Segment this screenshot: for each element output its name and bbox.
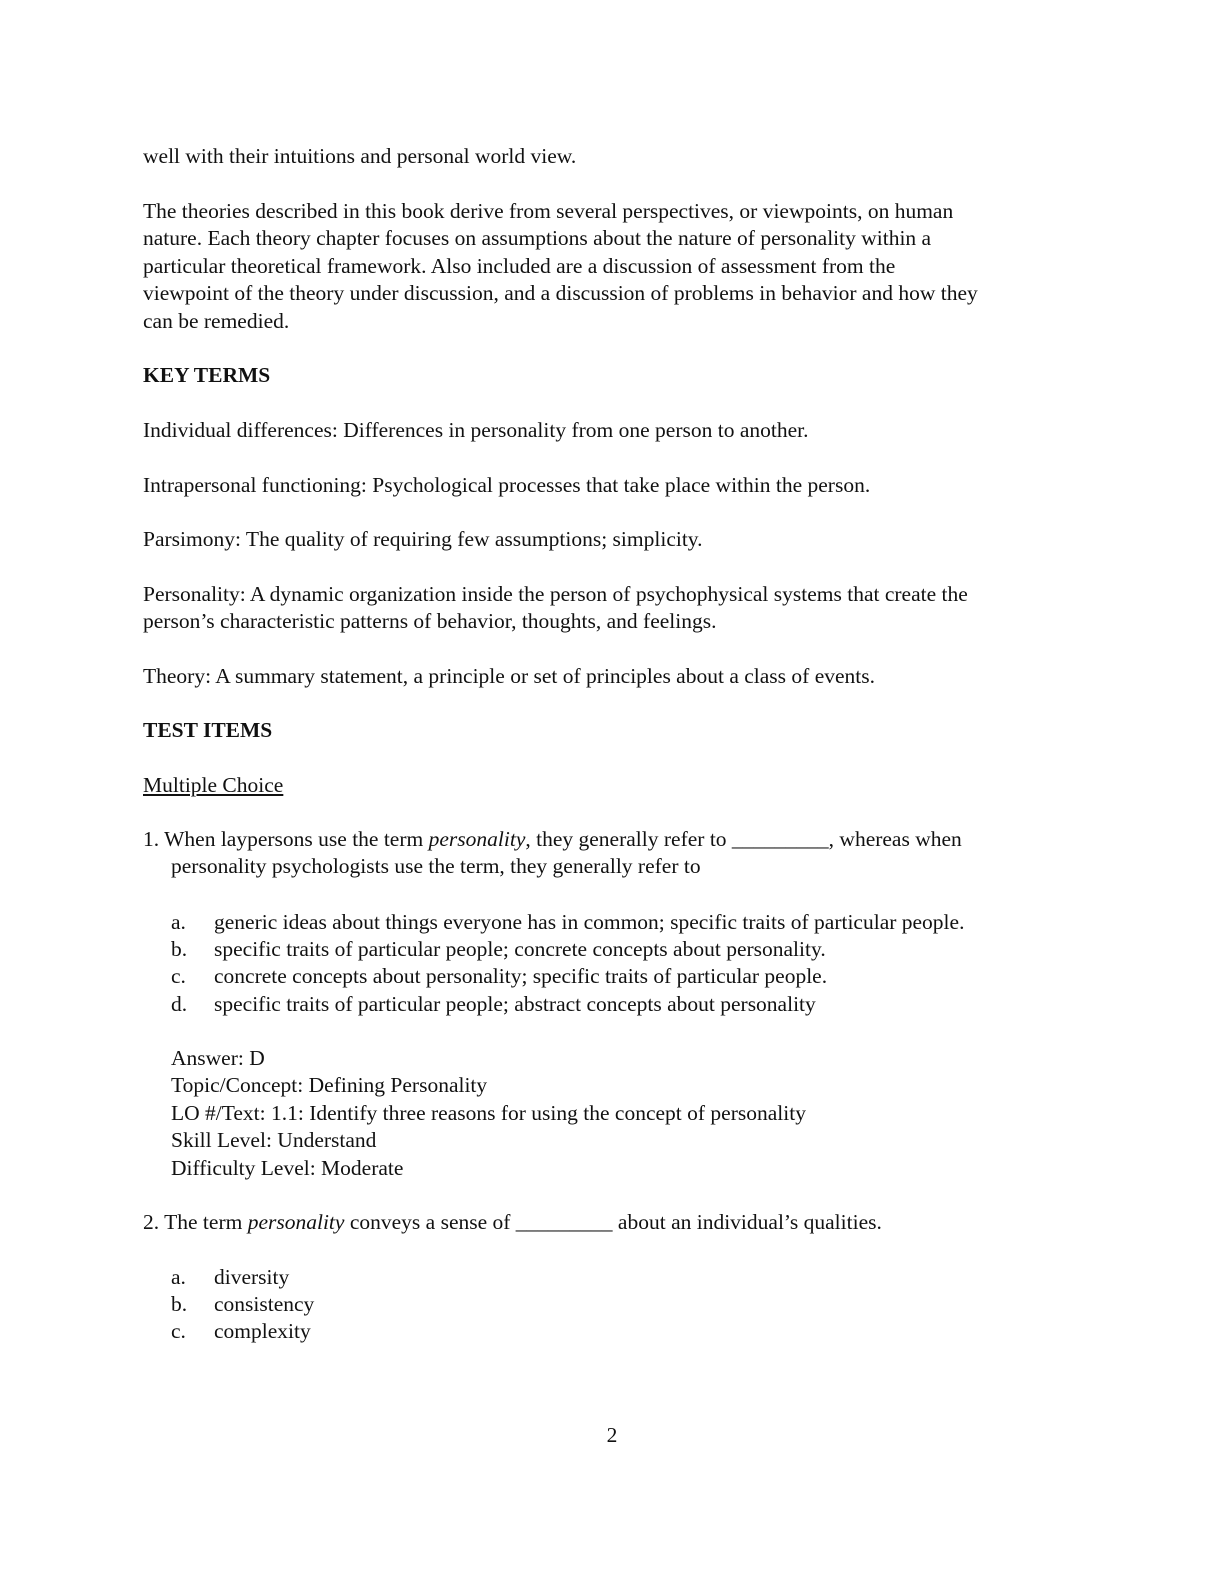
question-1-metadata	[171, 1045, 806, 1182]
option-letter: c.	[171, 964, 186, 988]
question-italic-term: personality	[247, 1210, 345, 1234]
question-1-option-c	[171, 963, 1071, 990]
question-2-option-c	[171, 1318, 1071, 1345]
question-text-line2: personality psychologists use the term, they generally refer to	[171, 854, 701, 879]
option-text: concrete concepts about personality; specific traits of particular people.	[214, 964, 828, 988]
difficulty-level-line: Difficulty Level: Moderate	[171, 1155, 404, 1180]
page-number: 2	[606, 1423, 618, 1447]
option-letter: b.	[171, 937, 188, 961]
option-letter: b.	[171, 1292, 188, 1316]
question-2	[143, 1209, 1083, 1236]
option-letter: a.	[171, 910, 186, 934]
text-line: can be remedied.	[143, 308, 290, 333]
question-italic-term: personality	[428, 827, 526, 851]
option-text: complexity	[214, 1319, 311, 1343]
text-line: nature. Each theory chapter focuses on assumptions about the nature of personality within a	[143, 226, 932, 251]
option-letter: c.	[171, 1319, 186, 1343]
option-text: generic ideas about things everyone has in common; specific traits of particular people.	[214, 910, 965, 934]
question-text: , they generally refer to _________, whereas when	[525, 827, 962, 851]
question-2-option-b	[171, 1291, 1071, 1318]
topic-line: Topic/Concept: Defining Personality	[171, 1073, 488, 1098]
text-line: Personality: A dynamic organization inside the person of psychophysical systems that create the	[143, 582, 968, 606]
question-text: When laypersons use the term	[164, 827, 429, 851]
option-letter: a.	[171, 1265, 186, 1289]
key-term-personality	[143, 581, 1083, 636]
question-text: conveys a sense of _________ about an individual’s qualities.	[344, 1210, 882, 1234]
text-line: particular theoretical framework. Also included are a discussion of assessment from the	[143, 253, 896, 278]
option-text: diversity	[214, 1265, 290, 1289]
key-term-intrapersonal-functioning: Intrapersonal functioning: Psychological processes that take place within the person.	[143, 473, 871, 497]
text-line: person’s characteristic patterns of behavior, thoughts, and feelings.	[143, 609, 717, 634]
key-term-parsimony: Parsimony: The quality of requiring few assumptions; simplicity.	[143, 527, 703, 551]
question-2-option-a	[171, 1264, 1071, 1291]
option-text: consistency	[214, 1292, 315, 1316]
text-line: viewpoint of the theory under discussion, and a discussion of problems in behavior and how they	[143, 281, 978, 306]
multiple-choice-subheading: Multiple Choice	[143, 773, 284, 797]
skill-level-line: Skill Level: Understand	[171, 1128, 377, 1153]
intro-line: well with their intuitions and personal world view.	[143, 144, 577, 168]
learning-objective-line: LO #/Text: 1.1: Identify three reasons for using the concept of personality	[171, 1100, 806, 1125]
question-text: The term	[164, 1210, 248, 1234]
question-number: 2.	[143, 1210, 160, 1234]
question-number: 1.	[143, 827, 160, 851]
test-items-heading: TEST ITEMS	[143, 718, 273, 742]
text-line: The theories described in this book derive from several perspectives, or viewpoints, on human	[143, 199, 954, 223]
question-1-option-b	[171, 936, 1071, 963]
option-text: specific traits of particular people; concrete concepts about personality.	[214, 937, 826, 961]
question-1-option-a	[171, 909, 1071, 936]
key-term-theory: Theory: A summary statement, a principle or set of principles about a class of events.	[143, 664, 875, 688]
question-1	[143, 826, 1083, 881]
answer-line: Answer: D	[171, 1046, 265, 1070]
key-terms-heading: KEY TERMS	[143, 363, 271, 387]
question-1-option-d	[171, 991, 1071, 1018]
option-text: specific traits of particular people; abstract concepts about personality	[214, 992, 816, 1016]
intro-paragraph	[143, 198, 1083, 335]
option-letter: d.	[171, 992, 188, 1016]
key-term-individual-differences: Individual differences: Differences in personality from one person to another.	[143, 418, 809, 442]
